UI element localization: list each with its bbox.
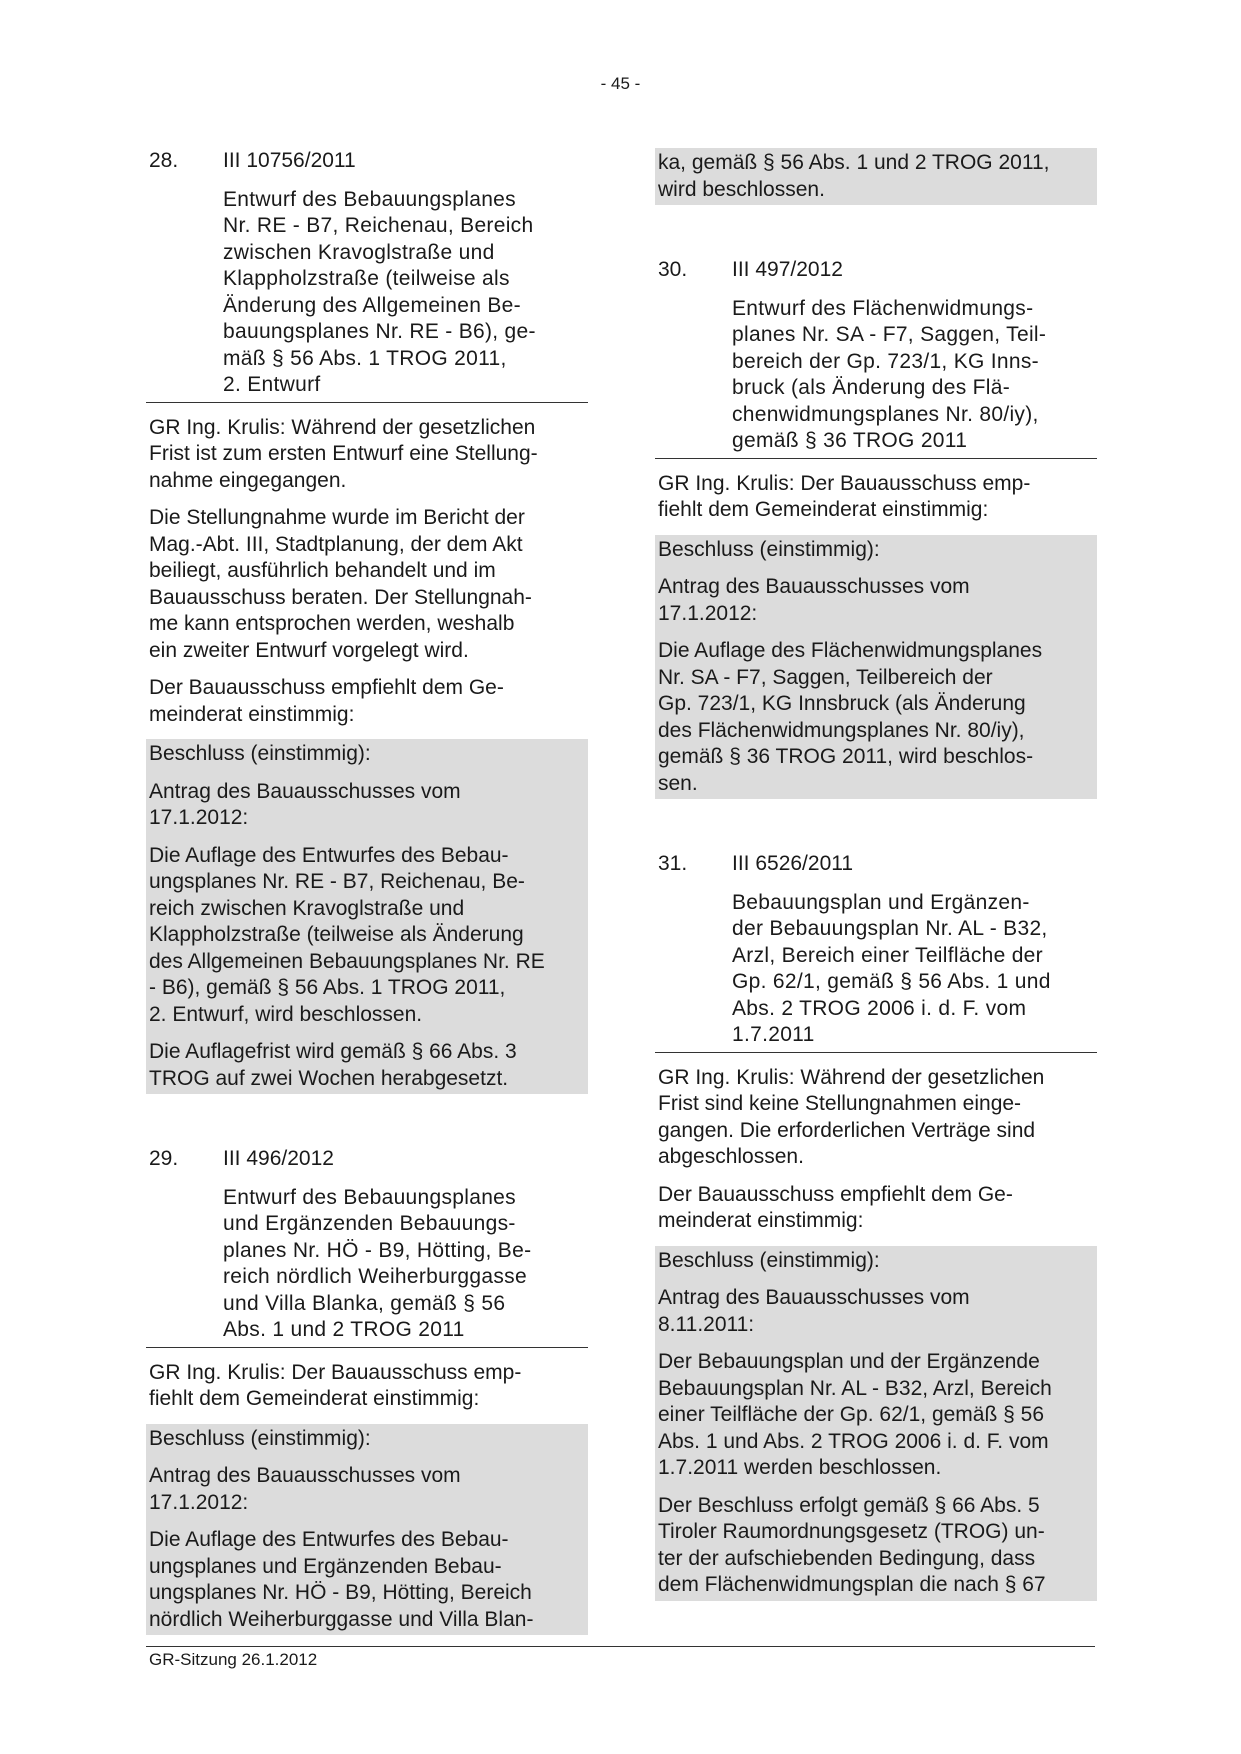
footer: GR-Sitzung 26.1.2012: [149, 1650, 318, 1669]
resolution-block: [655, 1246, 1097, 1601]
text-line: abgeschlossen.: [658, 1145, 804, 1168]
item-31-title: [655, 890, 1097, 1053]
text-line: dem Flächenwidmungsplan die nach § 67: [658, 1573, 1046, 1596]
title-line: Entwurf des Bebauungsplanes: [223, 1185, 516, 1209]
text-line: 17.1.2012:: [149, 806, 249, 829]
title-line: chenwidmungsplanes Nr. 80/iy),: [732, 402, 1039, 426]
title-line: gemäß § 36 TROG 2011: [732, 429, 968, 452]
text-line: Der Beschluss erfolgt gemäß § 66 Abs. 5: [658, 1493, 1040, 1517]
title-line: Änderung des Allgemeinen Be-: [223, 293, 521, 317]
item-28-title: [146, 187, 588, 403]
text-line: meinderat einstimmig:: [149, 702, 355, 726]
item-reference: III 497/2012: [732, 258, 843, 281]
title-line: 1.7.2011: [732, 1023, 815, 1046]
title-line: Nr. RE - B7, Reichenau, Bereich: [223, 214, 534, 237]
text-line: TROG auf zwei Wochen herabgesetzt.: [149, 1066, 509, 1090]
text-line: wird beschlossen.: [658, 177, 825, 201]
left-column: [146, 148, 588, 1635]
item-29-title: [146, 1185, 588, 1348]
text-line: Mag.-Abt. III, Stadtplanung, der dem Akt: [149, 532, 523, 556]
text-line: Der Bebauungsplan und der Ergänzende: [658, 1350, 1040, 1373]
text-line: Abs. 1 und Abs. 2 TROG 2006 i. d. F. vom: [658, 1429, 1049, 1453]
decision-label: Beschluss (einstimmig):: [149, 742, 371, 765]
text-line: Frist ist zum ersten Entwurf eine Stellung-: [149, 442, 538, 465]
page-number: - 45 -: [600, 74, 641, 93]
text-line: reich zwischen Kravoglstraße und: [149, 896, 465, 920]
text-line: Die Auflagefrist wird gemäß § 66 Abs. 3: [149, 1040, 517, 1063]
speaker-statement: [146, 415, 588, 495]
text-line: Die Auflage des Entwurfes des Bebau-: [149, 843, 509, 867]
item-28-header: [146, 148, 588, 175]
motion: [146, 1463, 588, 1516]
text-line: Die Auflage des Entwurfes des Bebau-: [149, 1528, 509, 1551]
text-line: fiehlt dem Gemeinderat einstimmig:: [149, 1387, 480, 1410]
title-line: Bebauungsplan und Ergänzen-: [732, 890, 1030, 914]
text-line: GR Ing. Krulis: Während der gesetzlichen: [658, 1065, 1045, 1089]
text-line: ungsplanes Nr. HÖ - B9, Hötting, Bereich: [149, 1581, 532, 1604]
item-30-title: [655, 296, 1097, 459]
text-line: 17.1.2012:: [658, 601, 758, 625]
text-line: Antrag des Bauausschusses vom: [149, 1464, 461, 1487]
note-text: [146, 1039, 588, 1092]
title-line: Klappholzstraße (teilweise als: [223, 267, 510, 290]
resolution-text: [146, 843, 588, 1029]
title-line: planes Nr. SA - F7, Saggen, Teil-: [732, 323, 1047, 346]
resolution-text: [655, 1349, 1097, 1482]
text-line: gemäß § 36 TROG 2011, wird beschlos-: [658, 745, 1034, 768]
item-title-text: [729, 296, 1097, 458]
text-line: Der Bauausschuss empfiehlt dem Ge-: [149, 676, 504, 699]
title-line: 2. Entwurf: [223, 373, 321, 396]
text-line: Bauausschuss beraten. Der Stellungnah-: [149, 585, 532, 609]
title-line: und Ergänzenden Bebauungs-: [223, 1212, 516, 1235]
text-line: einer Teilfläche der Gp. 62/1, gemäß § 56: [658, 1403, 1045, 1426]
text-line: 1.7.2011 werden beschlossen.: [658, 1456, 942, 1479]
text-line: Antrag des Bauausschusses vom: [149, 779, 461, 803]
text-line: Gp. 723/1, KG Innsbruck (als Änderung: [658, 692, 1026, 715]
text-line: Die Auflage des Flächenwidmungsplanes: [658, 639, 1043, 662]
paragraph: [655, 1182, 1097, 1235]
text-line: beiliegt, ausführlich behandelt und im: [149, 559, 496, 582]
text-line: ungsplanes und Ergänzenden Bebau-: [149, 1554, 502, 1578]
text-line: me kann entsprochen werden, weshalb: [149, 612, 515, 635]
decision-label: Beschluss (einstimmig):: [658, 537, 880, 561]
item-reference: III 496/2012: [223, 1147, 334, 1170]
text-line: sen.: [658, 771, 698, 795]
title-line: Arzl, Bereich einer Teilfläche der: [732, 943, 1043, 967]
title-line: bauungsplanes Nr. RE - B6), ge-: [223, 320, 536, 343]
item-number: 31.: [658, 852, 688, 875]
text-line: Antrag des Bauausschusses vom: [658, 575, 970, 598]
text-line: Klappholzstraße (teilweise als Änderung: [149, 923, 524, 946]
text-line: ter der aufschiebenden Bedingung, dass: [658, 1546, 1036, 1570]
continued-resolution: [655, 148, 1097, 205]
speaker-statement: [146, 1360, 588, 1413]
text-line: ein zweiter Entwurf vorgelegt wird.: [149, 638, 469, 662]
paragraph: [146, 675, 588, 728]
item-reference: III 10756/2011: [223, 149, 356, 172]
title-line: und Villa Blanka, gemäß § 56: [223, 1291, 506, 1315]
text-line: ungsplanes Nr. RE - B7, Reichenau, Be-: [149, 870, 525, 893]
motion: [146, 779, 588, 832]
text-line: Antrag des Bauausschusses vom: [658, 1286, 970, 1309]
speaker-statement: [655, 1065, 1097, 1171]
resolution-text: [146, 1527, 588, 1633]
paragraph: [146, 505, 588, 664]
title-line: reich nördlich Weiherburggasse: [223, 1265, 527, 1288]
text-line: meinderat einstimmig:: [658, 1209, 864, 1232]
resolution-text: [655, 638, 1097, 797]
text-line: Die Stellungnahme wurde im Bericht der: [149, 506, 525, 529]
item-title-text: [729, 890, 1097, 1052]
text-line: GR Ing. Krulis: Während der gesetzlichen: [149, 415, 536, 439]
text-line: nördlich Weiherburggasse und Villa Blan-: [149, 1607, 534, 1631]
text-line: nahme eingegangen.: [149, 468, 347, 492]
title-line: Entwurf des Bebauungsplanes: [223, 187, 516, 211]
title-line: zwischen Kravoglstraße und: [223, 240, 495, 264]
right-column: [655, 148, 1097, 1601]
speaker-statement: [655, 471, 1097, 524]
item-title-text: [220, 187, 588, 402]
item-reference: III 6526/2011: [732, 852, 854, 875]
text-line: Bebauungsplan Nr. AL - B32, Arzl, Bereich: [658, 1376, 1052, 1400]
title-line: der Bebauungsplan Nr. AL - B32,: [732, 917, 1048, 940]
item-31-header: [655, 851, 1097, 878]
text-line: Tiroler Raumordnungsgesetz (TROG) un-: [658, 1520, 1045, 1543]
title-line: Abs. 1 und 2 TROG 2011: [223, 1318, 465, 1341]
text-line: des Allgemeinen Bebauungsplanes Nr. RE: [149, 949, 545, 973]
item-number: 28.: [149, 149, 179, 172]
title-line: Abs. 2 TROG 2006 i. d. F. vom: [732, 996, 1027, 1020]
text-line: 2. Entwurf, wird beschlossen.: [149, 1002, 423, 1026]
motion: [655, 574, 1097, 627]
title-line: bereich der Gp. 723/1, KG Inns-: [732, 349, 1039, 373]
item-number: 29.: [149, 1147, 179, 1170]
title-line: Gp. 62/1, gemäß § 56 Abs. 1 und: [732, 970, 1051, 993]
text-line: GR Ing. Krulis: Der Bauausschuss emp-: [658, 471, 1031, 495]
text-line: fiehlt dem Gemeinderat einstimmig:: [658, 498, 989, 521]
text-line: des Flächenwidmungsplanes Nr. 80/iy),: [658, 718, 1025, 742]
item-number: 30.: [658, 258, 688, 281]
condition-text: [655, 1493, 1097, 1599]
text-line: GR Ing. Krulis: Der Bauausschuss emp-: [149, 1360, 522, 1384]
resolution-text: [655, 150, 1097, 203]
title-line: mäß § 56 Abs. 1 TROG 2011,: [223, 346, 507, 370]
footer-divider: [146, 1646, 1095, 1647]
decision-label: Beschluss (einstimmig):: [149, 1426, 371, 1450]
text-line: gangen. Die erforderlichen Verträge sind: [658, 1118, 1036, 1142]
item-30-header: [655, 257, 1097, 284]
text-line: 17.1.2012:: [149, 1490, 249, 1514]
text-line: Frist sind keine Stellungnahmen einge-: [658, 1092, 1022, 1115]
title-line: Entwurf des Flächenwidmungs-: [732, 296, 1034, 320]
text-line: 8.11.2011:: [658, 1312, 755, 1336]
title-line: bruck (als Änderung des Flä-: [732, 376, 1011, 399]
decision-label: Beschluss (einstimmig):: [658, 1248, 880, 1272]
text-line: Der Bauausschuss empfiehlt dem Ge-: [658, 1182, 1013, 1206]
resolution-block: [146, 739, 588, 1094]
text-line: - B6), gemäß § 56 Abs. 1 TROG 2011,: [149, 976, 506, 999]
item-29-header: [146, 1146, 588, 1173]
resolution-block: [146, 1424, 588, 1636]
text-line: ka, gemäß § 56 Abs. 1 und 2 TROG 2011,: [658, 151, 1050, 174]
item-title-text: [220, 1185, 588, 1347]
motion: [655, 1285, 1097, 1338]
resolution-block: [655, 535, 1097, 800]
text-line: Nr. SA - F7, Saggen, Teilbereich der: [658, 665, 993, 689]
title-line: planes Nr. HÖ - B9, Hötting, Be-: [223, 1238, 532, 1262]
